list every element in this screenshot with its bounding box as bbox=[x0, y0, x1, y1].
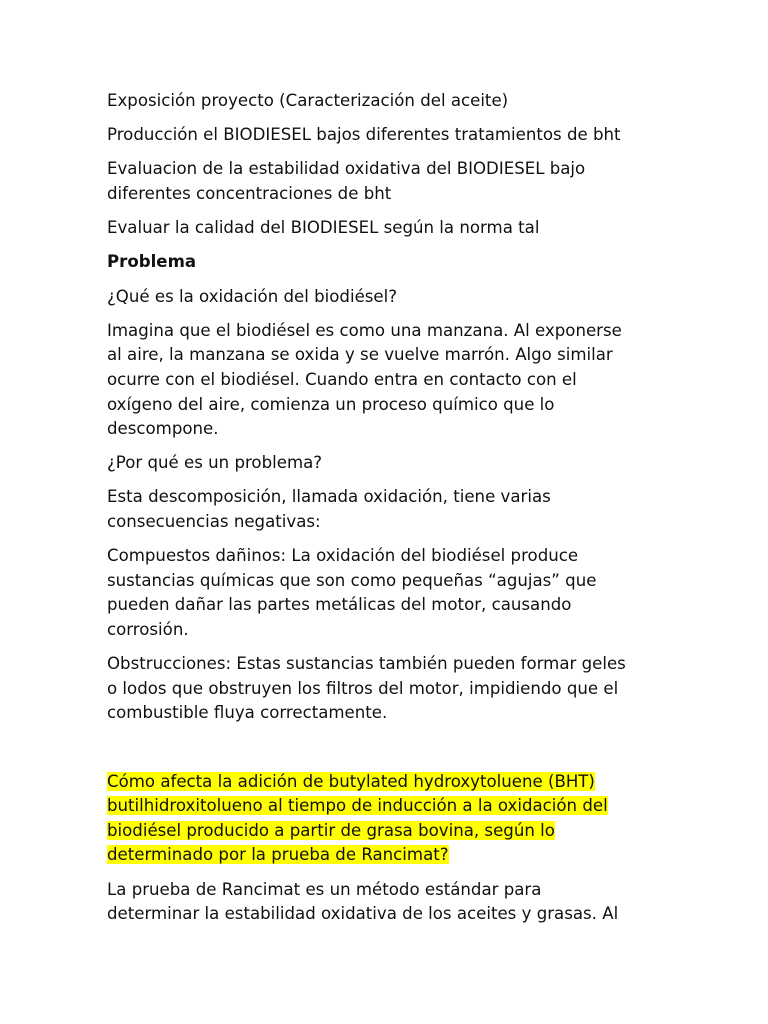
highlight-line: determinado por la prueba de Rancimat? bbox=[107, 845, 449, 865]
paragraph-rancimat: La prueba de Rancimat es un método estándar para determinar la estabilidad oxidativa de los aceites y grasas. Al bbox=[107, 879, 619, 924]
question-oxidation: ¿Qué es la oxidación del biodiésel? bbox=[107, 286, 398, 306]
highlight-line: butilhidroxitolueno al tiempo de inducción a la oxidación del bbox=[107, 796, 608, 816]
project-title: Exposición proyecto (Caracterización del aceite) bbox=[107, 91, 509, 110]
paragraph-harmful-compounds: Compuestos dañinos: La oxidación del biodiésel produce sustancias químicas que son como pequeñas “agujas” que pueden dañar las partes metálicas del motor, causando corrosión. bbox=[107, 546, 597, 640]
highlighted-research-question bbox=[107, 770, 667, 868]
objective-production: Producción el BIODIESEL bajos diferentes tratamientos de bht bbox=[107, 125, 621, 145]
objective-evaluation: Evaluacion de la estabilidad oxidativa del BIODIESEL bajo diferentes concentraciones de bht bbox=[107, 159, 586, 203]
paragraph-consequences: Esta descomposición, llamada oxidación, tiene varias consecuencias negativas: bbox=[107, 487, 551, 532]
paragraph-apple-analogy: Imagina que el biodiésel es como una manzana. Al exponerse al aire, la manzana se oxida y se vuelve marrón. Algo similar ocurre con el biodiésel. Cuando entra en contacto con el oxígeno del aire, comienza un proceso químico que lo descompone. bbox=[107, 320, 622, 439]
blank-line bbox=[107, 736, 667, 770]
highlight-line: Cómo afecta la adición de butylated hydroxytoluene (BHT) bbox=[107, 771, 595, 791]
section-heading: Problema bbox=[107, 252, 197, 272]
highlight-line: biodiésel producido a partir de grasa bovina, según lo bbox=[107, 820, 555, 840]
objective-quality: Evaluar la calidad del BIODIESEL según la norma tal bbox=[107, 218, 540, 238]
document-page bbox=[107, 89, 667, 936]
question-problem: ¿Por qué es un problema? bbox=[107, 453, 323, 473]
paragraph-obstructions: Obstrucciones: Estas sustancias también pueden formar geles o lodos que obstruyen los filtros del motor, impidiendo que el combustible fluya correctamente. bbox=[107, 654, 626, 723]
